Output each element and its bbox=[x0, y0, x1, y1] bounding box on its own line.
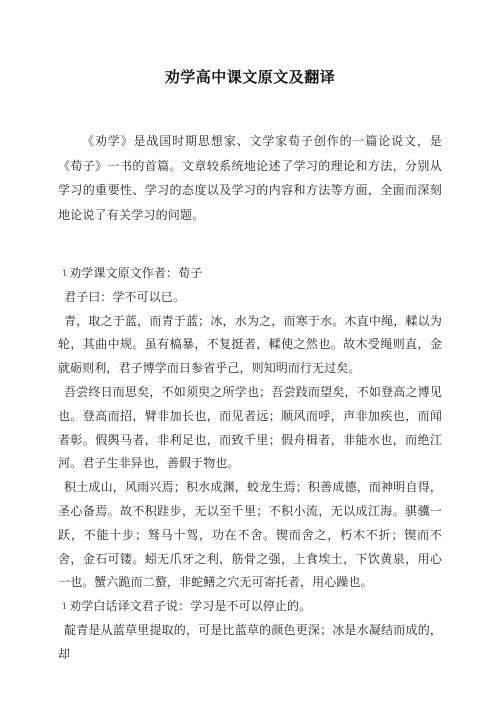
document-title: 劝学高中课文原文及翻译 bbox=[164, 68, 336, 86]
body-paragraph: 吾尝终日而思矣，不如须臾之所学也；吾尝跂而望矣，不如登高之博见也。登高而招，臂非加长也，而见者远；顺风而呼，声非加疾也，而闻者彰。假舆马者，非利足也，而致千里；假舟楫者，非能水也，而绝江河。君子生非异也，善假于物也。 bbox=[58, 384, 442, 471]
section-heading-original bbox=[58, 262, 442, 286]
section-heading-text: 劝学课文原文作者：荀子 bbox=[69, 266, 203, 280]
body-paragraph: 君子曰：学不可以已。 bbox=[64, 289, 186, 304]
section-heading-text: 劝学白话译文君子说：学习是不可以停止的。 bbox=[69, 599, 312, 614]
body-paragraph: 靛青是从蓝草里提取的，可是比蓝草的颜色更深；冰是水凝结而成的，却 bbox=[58, 622, 442, 661]
section-heading-translation bbox=[58, 595, 442, 619]
list-marker: 1 bbox=[62, 602, 68, 612]
list-marker: 1 bbox=[62, 269, 68, 278]
document-body bbox=[58, 262, 442, 667]
body-paragraph: 青，取之于蓝，而青于蓝；冰，水为之，而寒于水。木直中绳，輮以为轮，其曲中规。虽有槁暴，不复挺者，輮使之然也。故木受绳则直，金就砺则利，君子博学而日参省乎己，则知明而行无过矣。 bbox=[58, 313, 442, 376]
intro-paragraph: 《劝学》是战国时期思想家、文学家荀子创作的一篇论说文，是《荀子》一书的首篇。文章较系统地论述了学习的理论和方法，分别从学习的重要性、学习的态度以及学习的内容和方法等方面，全面而深刻地论说了有关学习的问题。 bbox=[58, 134, 442, 222]
body-paragraph: 积土成山，风雨兴焉；积水成渊，蛟龙生焉；积善成德，而神明自得，圣心备焉。故不积跬步，无以至千里；不积小流，无以成江海。骐骥一跃，不能十步；驽马十驾，功在不舍。锲而舍之，朽木不折；锲而不舍，金石可镂。蚓无爪牙之利，筋骨之强，上食埃土，下饮黄泉，用心一也。蟹六跪而二螯，非蛇鳝之穴无可寄托者，用心躁也。 bbox=[58, 480, 442, 590]
